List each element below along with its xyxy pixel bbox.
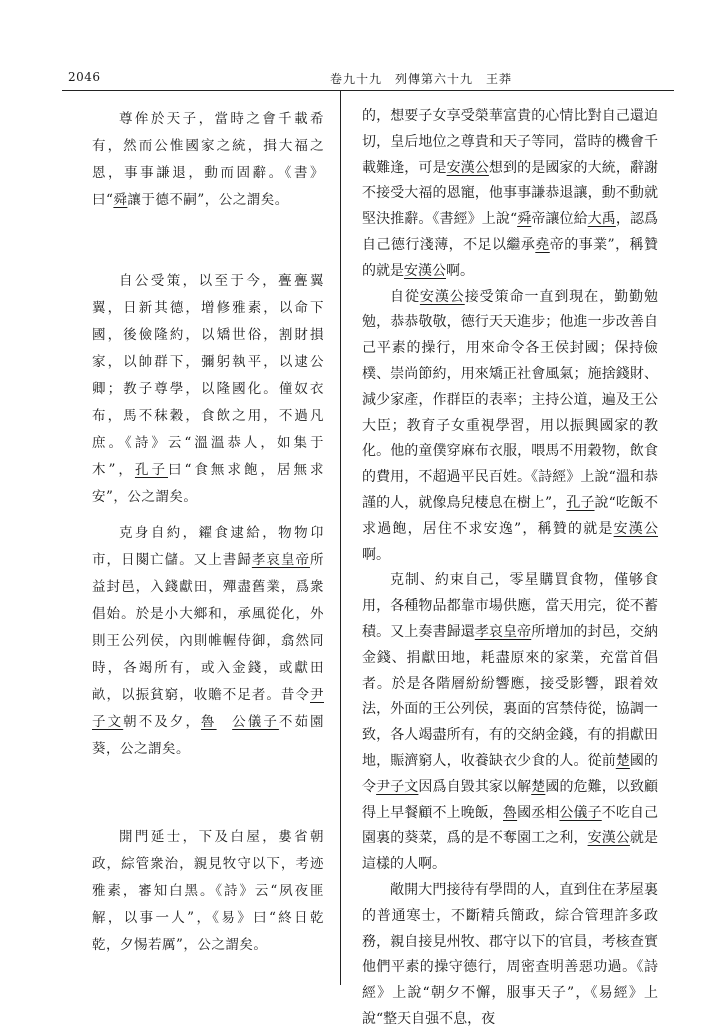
text-run: 帝的事業”，稱贊的就是 [362, 236, 658, 279]
page-number: 2046 [68, 70, 101, 84]
text-run: 啊。 [446, 262, 474, 279]
text-run: 因爲自毀其家以解 [418, 778, 532, 795]
text-run: 讓于德不嗣”，公之謂矣。 [127, 192, 289, 208]
proper-noun-underlined: 舜 [113, 192, 128, 208]
text-run: 國的危難，以致顧得上早餐顧不上晚飯， [362, 778, 659, 821]
original-paragraph-2 [92, 268, 324, 511]
text-run: 朝不及夕， [123, 714, 202, 730]
proper-noun-underlined: 大禹 [587, 211, 616, 228]
proper-noun-underlined: 安漢公 [446, 159, 489, 176]
text-run: ，認爲自己德行淺薄，不足以繼承 [362, 211, 659, 253]
text-run: 自從 [390, 288, 420, 305]
proper-noun-underlined: 魯 [503, 804, 518, 821]
running-header: 卷九十九 列傳第六十九 王莽 [330, 72, 513, 86]
text-run: 開門延士，下及白屋，婁省朝政，綜管衆治，親見牧守以下，考迹雅素，審知白黑。《詩》云“夙夜匪解，以事一人”，《易》曰“終日乾乾，夕惕若厲”，公之謂矣。 [92, 829, 324, 953]
original-paragraph-1 [92, 106, 324, 214]
text-run: 說“吃飯不求過飽，居住不求安逸”，稱贊的就是 [362, 494, 658, 537]
proper-noun-underlined: 孝哀皇帝 [251, 552, 311, 568]
text-run: 所益封邑，入錢獻田，殫盡舊業，爲衆倡始。於是小大鄉和，承風從化，外則王公列侯，內則帷幄侍御，翕然同時，各竭所有，或入金錢，或獻田畝，以振貧窮，收贍不足者。昔令 [92, 552, 325, 703]
proper-noun-underlined: 楚 [615, 752, 630, 769]
translation-paragraph-3 [362, 568, 658, 878]
text-run: 不吃自己園裏的葵菜，爲的是不奪園工之利， [362, 804, 659, 847]
proper-noun-underlined: 安漢公 [613, 520, 659, 537]
proper-noun-underlined: 魯 [201, 714, 217, 730]
text-run: 不茹園葵，公之謂矣。 [92, 714, 325, 757]
original-paragraph-3 [92, 520, 324, 763]
translation-paragraph-2 [362, 285, 658, 569]
text-run: 國丞相 [517, 804, 560, 821]
proper-noun-underlined: 孝哀皇帝 [474, 623, 532, 640]
proper-noun-underlined: 孔子 [566, 494, 595, 511]
text-run: 接受策命一直到現在，勤勤勉勉，恭恭敬敬，德行天天進步；他進一步改善自己平素的操行，用來命令各王侯封國；保持儉樸、崇尚節約，用來矯正社會風氣；施捨錢財、減少家產，作群臣的表率；主持公道，遍及王公大臣；教育子女重視學習，用以振興國家的教化。他的童僕穿麻布衣服，喂馬不用穀物，飲食的費用，不超過平民百姓。《詩經》上說“溫和恭謹的人，就像鳥兒棲息在樹上”， [362, 288, 659, 511]
proper-noun-underlined: 尹子文 [92, 687, 324, 730]
text-run: 所增加的封邑，交納金錢、捐獻田地，耗盡原來的家業，充當首倡者。於是各階層紛紛響應，接受影響，跟着效法，外面的王公列侯，裏面的宮禁侍從，協調一致，各人竭盡所有，有的交納金錢，有的捐獻田地，賑濟窮人，收養缺衣少食的人。從前 [362, 623, 659, 769]
text-run: 曰“食無求飽，居無求安”，公之謂矣。 [92, 462, 325, 505]
text-run: 啊。 [362, 546, 390, 563]
proper-noun-underlined: 安漢公 [587, 830, 630, 847]
proper-noun-underlined: 堯 [535, 236, 550, 253]
translation-paragraph-4 [362, 878, 658, 1033]
text-run: 自公受策，以至于今，亹亹翼翼，日新其德，增修雅素，以命下國，後儉隆約，以矯世俗，割財損家，以帥群下，彌躬執平，以逮公卿；教子尊學，以隆國化。僮奴衣布，馬不秣穀，食飲之用，不過凡庶。《詩》云“溫溫恭人，如集于木”， [92, 273, 324, 478]
proper-noun-underlined: 舜 [517, 211, 532, 228]
original-paragraph-4 [92, 824, 324, 959]
translation-column [362, 104, 658, 1033]
column-divider [340, 90, 341, 985]
proper-noun-underlined: 孔子 [134, 462, 168, 478]
header-rule [62, 90, 674, 91]
text-run [217, 714, 233, 730]
text-run: 克制、約束自己，零星購買食物，僅够食用，各種物品都靠市場供應，當天用完，從不蓄積。又上奏書歸還 [362, 572, 658, 640]
proper-noun-underlined: 安漢公 [419, 288, 465, 305]
proper-noun-underlined: 公儀子 [232, 714, 279, 730]
text-run: 尊侔於天子，當時之會千載希有，然而公惟國家之統，揖大福之恩，事事謙退，動而固辭。《書》曰“ [92, 111, 324, 208]
proper-noun-underlined: 楚 [531, 778, 546, 795]
text-run: 的，想要子女享受榮華富貴的心情比對自己還迫切，皇后地位之尊貴和天子等同，當時的機會千載難逢，可是 [362, 108, 658, 176]
translation-paragraph-1 [362, 104, 658, 285]
text-run: 想到的是國家的大統，辭謝不接受大福的恩寵，他事事謙恭退讓，動不動就堅決推辭。《書經》上說“ [362, 159, 659, 228]
text-run: 就是這樣的人啊。 [362, 830, 659, 873]
proper-noun-underlined: 安漢公 [404, 262, 446, 279]
text-run: 國的令 [362, 752, 659, 795]
text-run: 帝讓位給 [531, 211, 588, 228]
text-run: 敞開大門接待有學問的人，直到住在茅屋裏的普通寒士，不斷精兵簡政，綜合管理許多政務，親自接見州牧、郡守以下的官員，考核查實他們平素的操守德行，周密查明善惡功過。《詩經》上說“朝夕不懈，服事天子”，《易經》上說“整天自强不息，夜 [362, 881, 658, 1027]
proper-noun-underlined: 尹子文 [376, 778, 419, 795]
proper-noun-underlined: 公儀子 [559, 804, 602, 821]
text-run: 克身自約，糴食逮給，物物卬市，日闋亡儲。又上書歸 [92, 525, 324, 568]
